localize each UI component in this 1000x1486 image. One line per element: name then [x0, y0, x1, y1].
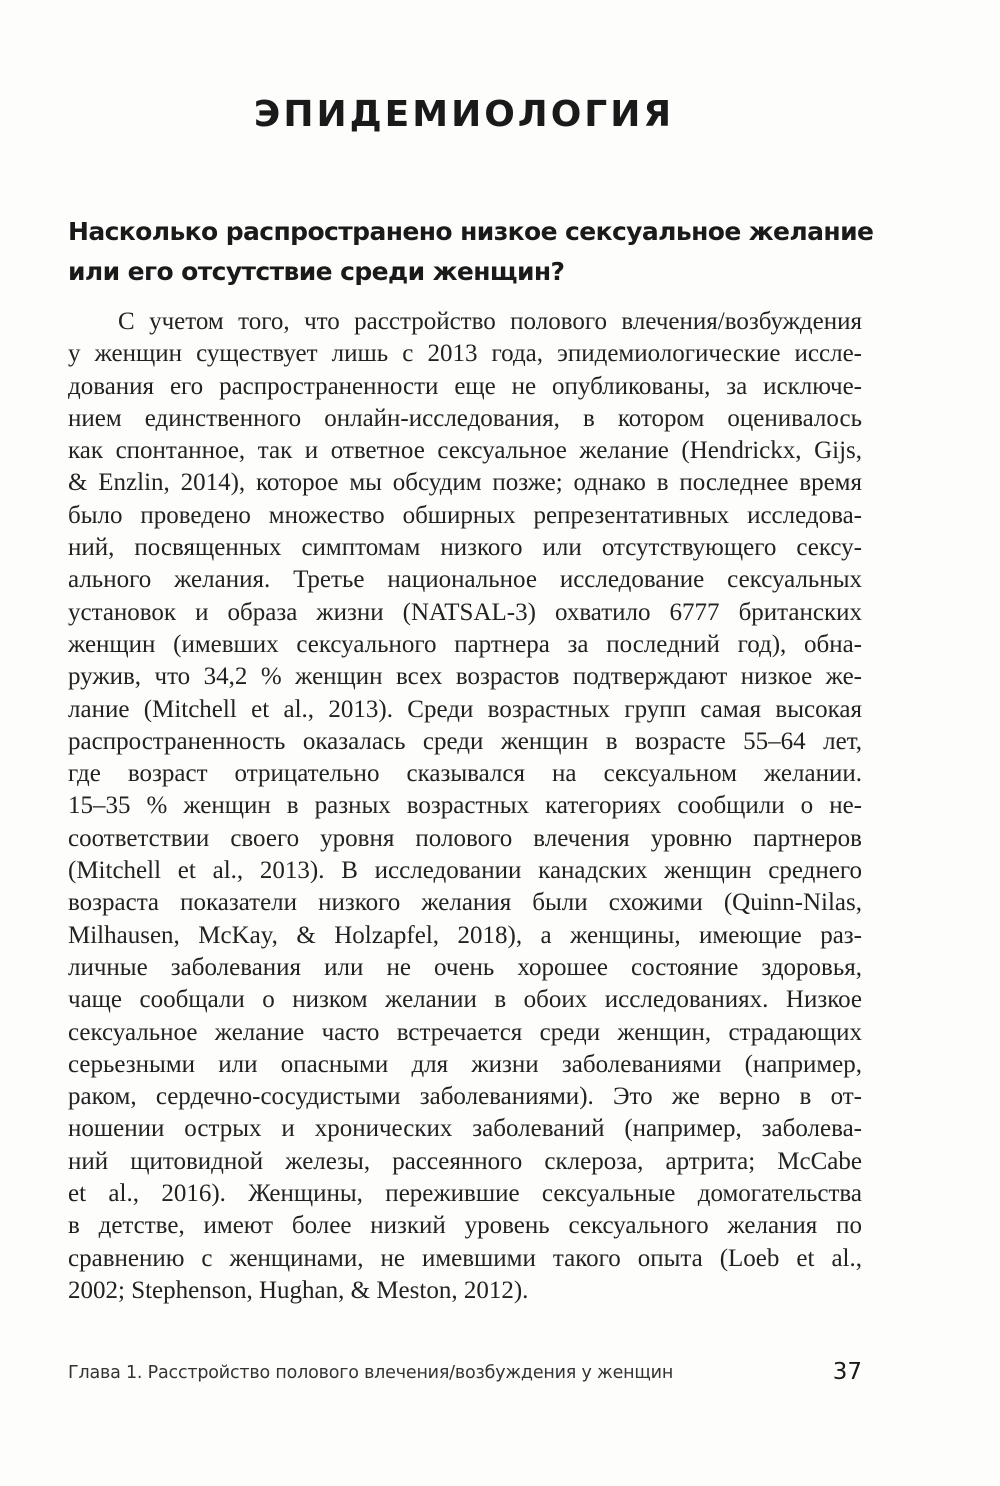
paragraph-line: было проведено множество обширных репрезентативных исследова- — [68, 501, 862, 529]
paragraph-line: 15–35 % женщин в разных возрастных категориях сообщили о не- — [68, 792, 862, 820]
paragraph-line: Milhausen, McKay, & Holzapfel, 2018), а женщины, имеющие раз- — [68, 921, 862, 949]
paragraph-line: ний щитовидной железы, рассеянного склероза, артрита; McCabe — [68, 1147, 862, 1175]
paragraph-line: возраста показатели низкого желания были схожими (Quinn-Nilas, — [68, 889, 862, 917]
paragraph-line: ношении острых и хронических заболеваний (например, заболева- — [68, 1115, 862, 1143]
paragraph-line: сексуальное желание часто встречается среди женщин, страдающих — [68, 1018, 862, 1046]
paragraph-line: лание (Mitchell et al., 2013). Среди возрастных групп самая высокая — [68, 695, 862, 723]
paragraph-line: & Enzlin, 2014), которое мы обсудим позже; однако в последнее время — [68, 469, 862, 497]
page-number: 37 — [832, 1359, 862, 1385]
paragraph-line: et al., 2016). Женщины, пережившие сексуальные домогательства — [68, 1180, 862, 1208]
page-footer — [68, 1359, 862, 1391]
paragraph-line: личные заболевания или не очень хорошее состояние здоровья, — [68, 953, 862, 981]
body-paragraph — [68, 306, 862, 1307]
paragraph-line: ального желания. Третье национальное исследование сексуальных — [68, 566, 862, 594]
paragraph-line: где возраст отрицательно сказывался на сексуальном желании. — [68, 760, 862, 788]
paragraph-line: у женщин существует лишь с 2013 года, эпидемиологические иссле- — [68, 340, 862, 368]
paragraph-line: сравнению с женщинами, не имевшими такого опыта (Loeb et al., — [68, 1244, 862, 1272]
paragraph-line: соответствии своего уровня полового влечения уровню партнеров — [68, 824, 862, 852]
section-heading — [68, 212, 874, 292]
paragraph-line: чаще сообщали о низком желании в обоих исследованиях. Низкое — [68, 986, 862, 1014]
paragraph-line: в детстве, имеют более низкий уровень сексуального желания по — [68, 1212, 862, 1240]
paragraph-line: как спонтанное, так и ответное сексуальное желание (Hendrickx, Gijs, — [68, 437, 862, 465]
paragraph-line: С учетом того, что расстройство полового влечения/возбуждения — [118, 308, 862, 335]
chapter-title: ЭПИДЕМИОЛОГИЯ — [253, 94, 675, 135]
paragraph-line: раком, сердечно-сосудистыми заболеваниями). Это же верно в от- — [68, 1083, 862, 1111]
paragraph-line: 2002; Stephenson, Hughan, & Meston, 2012). — [68, 1276, 529, 1304]
paragraph-line: дования его распространенности еще не опубликованы, за исключе- — [68, 372, 862, 400]
paragraph-line: (Mitchell et al., 2013). В исследовании канадских женщин среднего — [68, 857, 862, 885]
section-heading-line: Насколько распространено низкое сексуальное желание — [68, 217, 874, 246]
running-title: Глава 1. Расстройство полового влечения/возбуждения у женщин — [68, 1363, 674, 1383]
paragraph-line: серьезными или опасными для жизни заболеваниями (например, — [68, 1050, 862, 1078]
section-heading-line: или его отсутствие среди женщин? — [68, 257, 565, 286]
paragraph-line: установок и образа жизни (NATSAL-3) охватило 6777 британских — [68, 598, 862, 626]
paragraph-line: женщин (имевших сексуального партнера за последний год), обна- — [68, 630, 862, 658]
paragraph-line: ружив, что 34,2 % женщин всех возрастов подтверждают низкое же- — [68, 663, 862, 691]
paragraph-line: распространенность оказалась среди женщин в возрасте 55–64 лет, — [68, 727, 862, 755]
paragraph-line: ний, посвященных симптомам низкого или отсутствующего сексу- — [68, 534, 862, 562]
paragraph-line: нием единственного онлайн-исследования, в котором оценивалось — [68, 404, 862, 432]
